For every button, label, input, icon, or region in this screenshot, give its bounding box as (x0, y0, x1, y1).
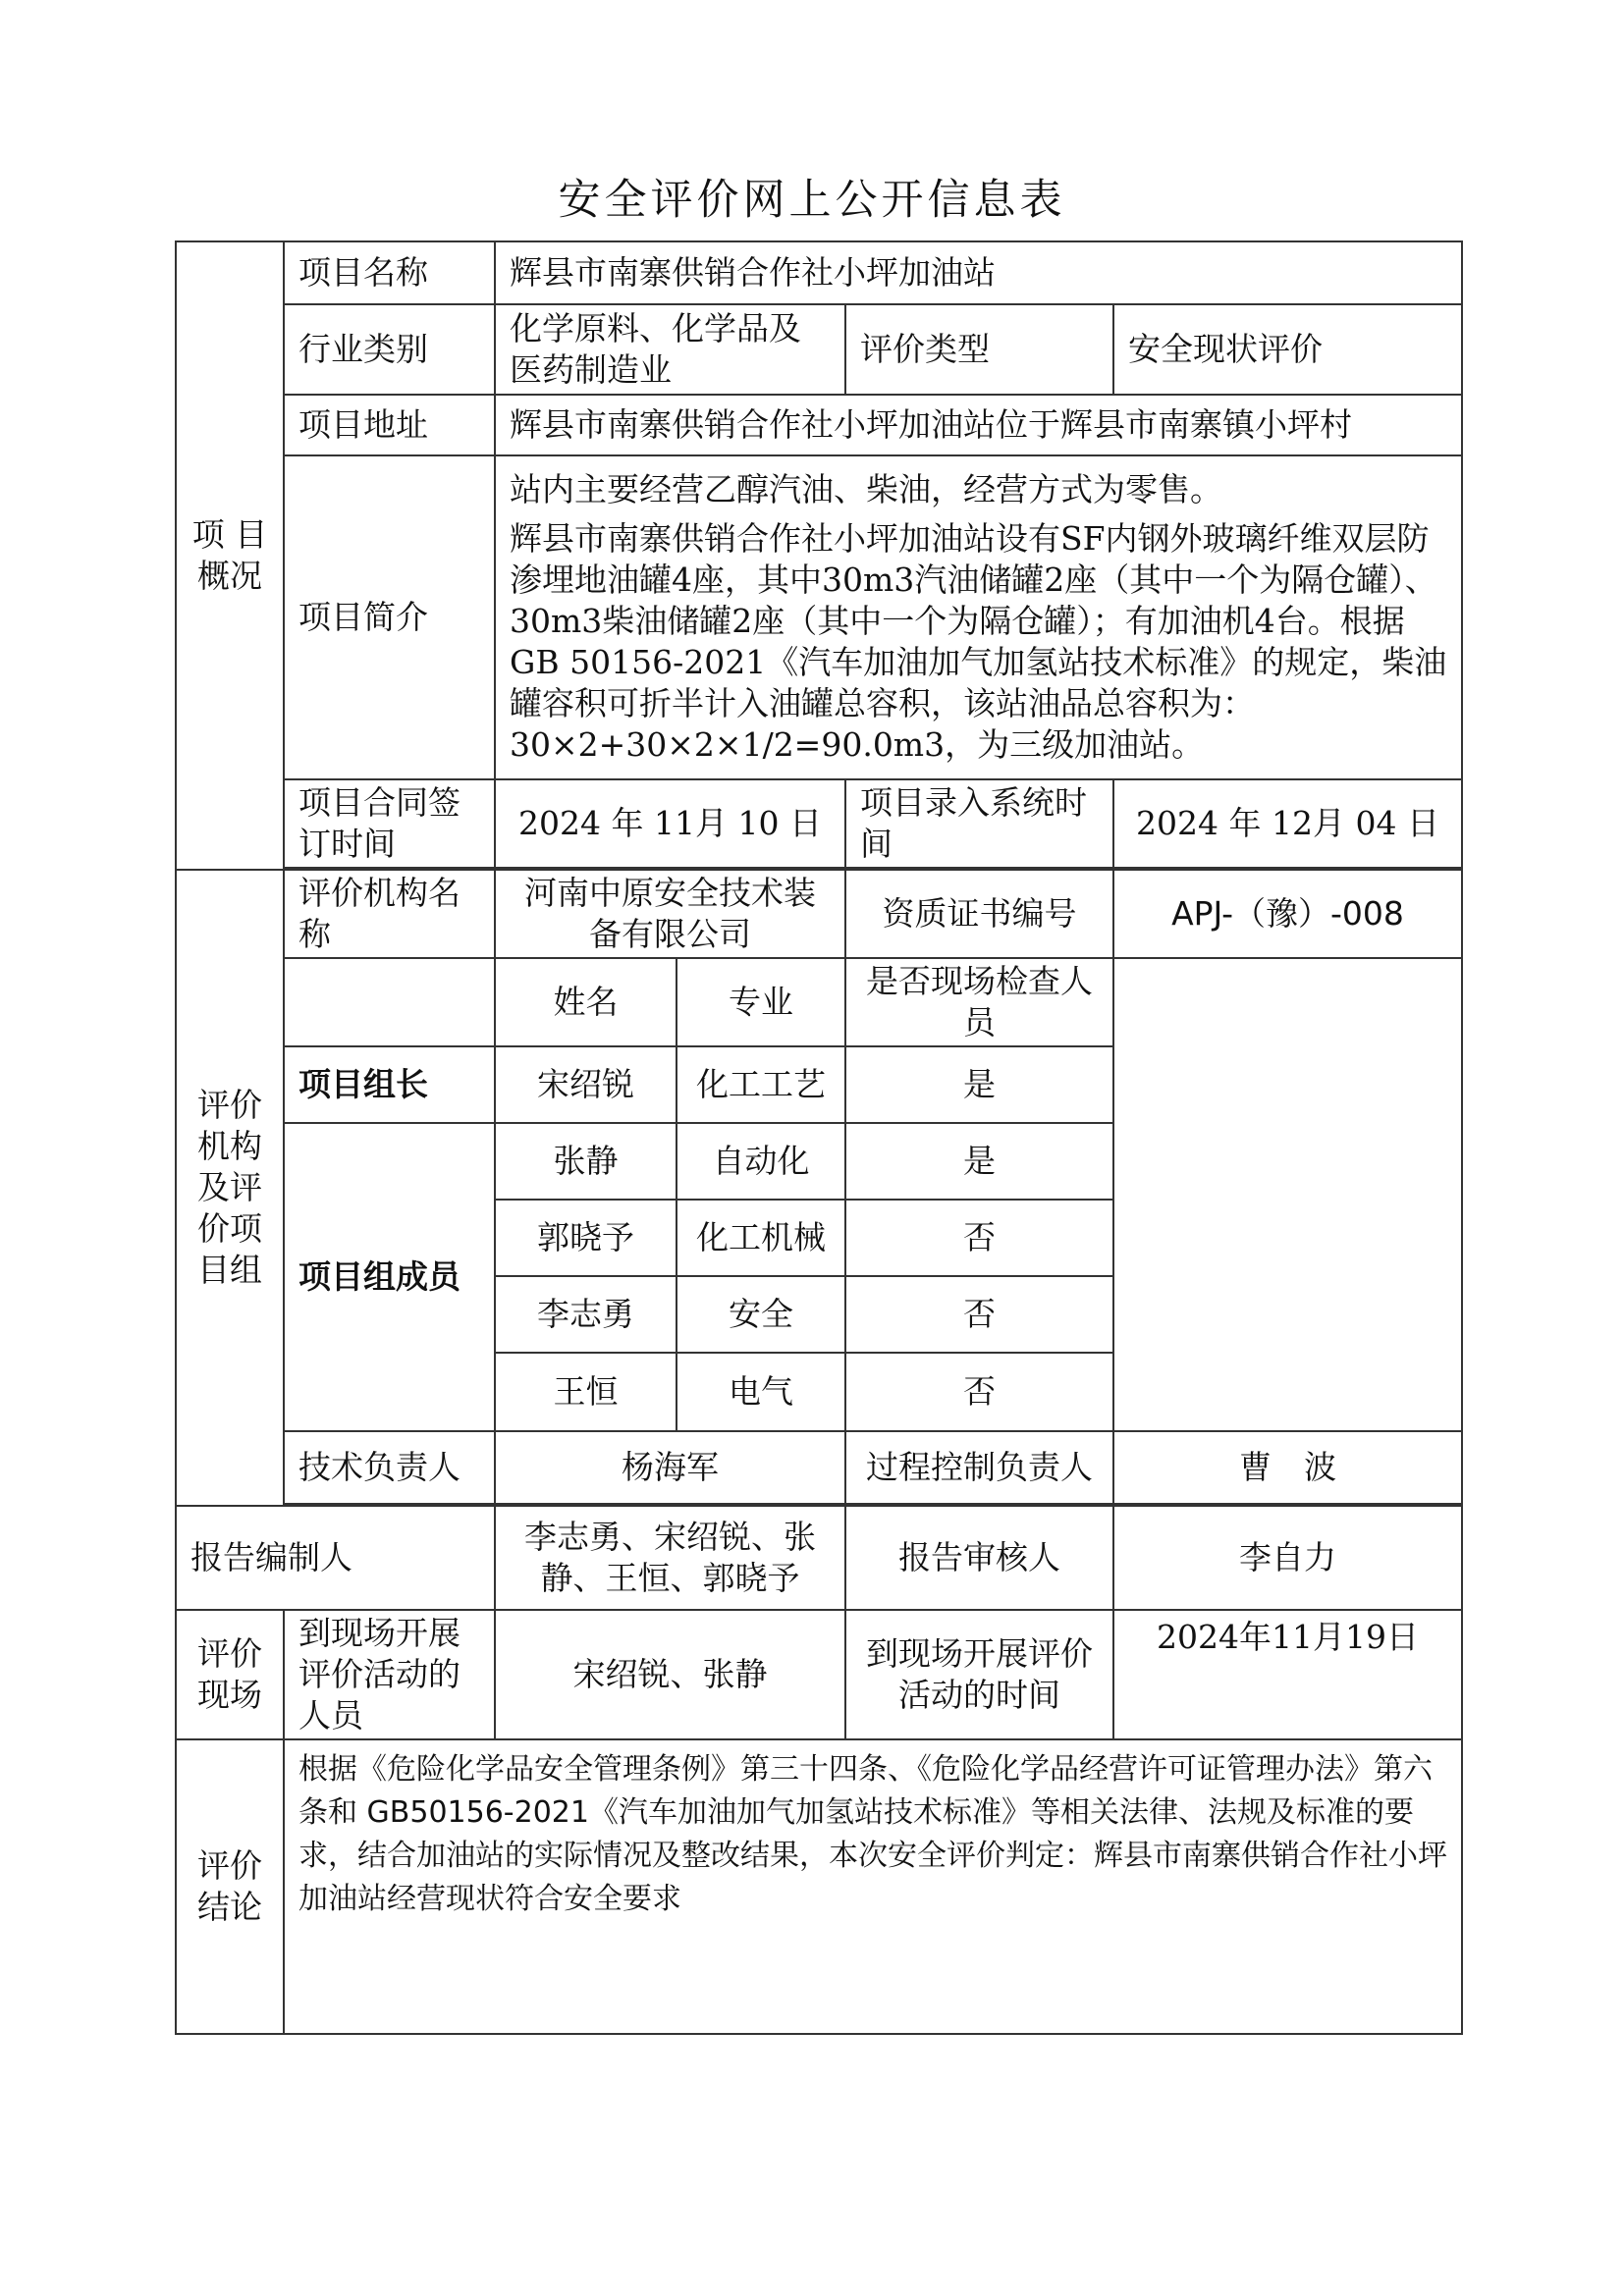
leader-onsite: 是 (845, 1046, 1113, 1123)
site-people-label: 到现场开展评价活动的人员 (284, 1610, 495, 1739)
leader-name: 宋绍锐 (495, 1046, 677, 1123)
intro-label: 项目简介 (284, 455, 495, 779)
member-major: 电气 (677, 1353, 845, 1431)
address-value: 辉县市南寨供销合作社小坪加油站位于辉县市南寨镇小坪村 (495, 395, 1462, 455)
intro-paragraph-1: 站内主要经营乙醇汽油、柴油，经营方式为零售。 (510, 470, 1222, 508)
section-site-label: 评价 现场 (176, 1610, 284, 1739)
section-agency-label: 评价 机构 及评 价项 目组 (176, 870, 284, 1506)
conclusion-text: 根据《危险化学品安全管理条例》第三十四条、《危险化学品经营许可证管理办法》第六条和 GB50156-2021《汽车加油加气加氢站技术标准》等相关法律、法规及标准的要求，结合加油站的实际情况及整改结果，本次安全评价判定：辉县市南寨供销合作社小坪加油站经营现状符合安全要求 (284, 1739, 1462, 2034)
cert-number-label: 资质证书编号 (845, 870, 1113, 958)
row-leads (176, 1431, 1462, 1504)
site-time-value: 2024年11月19日 (1113, 1610, 1462, 1739)
row-address (176, 395, 1462, 455)
leader-label: 项目组长 (284, 1046, 495, 1123)
contract-date-value: 2024 年 11月 10 日 (495, 779, 845, 868)
member-onsite: 否 (845, 1200, 1113, 1276)
eval-type-value: 安全现状评价 (1113, 304, 1462, 395)
row-contract (176, 779, 1462, 868)
row-report (176, 1506, 1462, 1610)
row-site (176, 1610, 1462, 1739)
entry-date-label: 项目录入系统时间 (845, 779, 1113, 868)
row-industry (176, 304, 1462, 395)
agency-name-label: 评价机构名称 (284, 870, 495, 958)
contract-date-label: 项目合同签订时间 (284, 779, 495, 868)
cert-number-value: APJ-（豫）-008 (1113, 870, 1462, 958)
process-lead-label: 过程控制负责人 (845, 1431, 1113, 1504)
intro-value (495, 455, 1462, 779)
row-intro (176, 455, 1462, 779)
row-team-header (176, 958, 1462, 1046)
project-name-label: 项目名称 (284, 241, 495, 304)
report-reviewer-value: 李自力 (1113, 1506, 1462, 1610)
address-label: 项目地址 (284, 395, 495, 455)
member-onsite: 否 (845, 1353, 1113, 1431)
member-major: 自动化 (677, 1123, 845, 1200)
report-author-value: 李志勇、宋绍锐、张静、王恒、郭晓予 (495, 1506, 845, 1610)
header-onsite: 是否现场检查人员 (845, 958, 1113, 1046)
member-onsite: 否 (845, 1276, 1113, 1353)
industry-value: 化学原料、化学品及医药制造业 (495, 304, 845, 395)
header-name: 姓名 (495, 958, 677, 1046)
member-major: 化工机械 (677, 1200, 845, 1276)
agency-name-value: 河南中原安全技术装备有限公司 (495, 870, 845, 958)
team-blank-area (1113, 958, 1462, 1431)
tech-lead-value: 杨海军 (495, 1431, 845, 1504)
members-label: 项目组成员 (284, 1123, 495, 1431)
tech-lead-label: 技术负责人 (284, 1431, 495, 1504)
section-conclusion-label: 评价 结论 (176, 1739, 284, 2034)
member-major: 安全 (677, 1276, 845, 1353)
project-name-value: 辉县市南寨供销合作社小坪加油站 (495, 241, 1462, 304)
process-lead-value: 曹 波 (1113, 1431, 1462, 1504)
row-agency (176, 870, 1462, 958)
member-name: 李志勇 (495, 1276, 677, 1353)
site-people-value: 宋绍锐、张静 (495, 1610, 845, 1739)
page-title: 安全评价网上公开信息表 (558, 176, 1066, 225)
member-onsite: 是 (845, 1123, 1113, 1200)
eval-type-label: 评价类型 (845, 304, 1113, 395)
row-project-name (176, 241, 1462, 304)
team-header-blank (284, 958, 495, 1046)
report-author-label: 报告编制人 (176, 1506, 495, 1610)
section-overview-label: 项 目 概况 (176, 241, 284, 870)
row-conclusion (176, 1739, 1462, 2034)
report-reviewer-label: 报告审核人 (845, 1506, 1113, 1610)
leader-major: 化工工艺 (677, 1046, 845, 1123)
info-table (175, 240, 1463, 2035)
header-major: 专业 (677, 958, 845, 1046)
member-name: 郭晓予 (495, 1200, 677, 1276)
site-time-label: 到现场开展评价活动的时间 (845, 1610, 1113, 1739)
industry-label: 行业类别 (284, 304, 495, 395)
entry-date-value: 2024 年 12月 04 日 (1113, 779, 1462, 868)
member-name: 张静 (495, 1123, 677, 1200)
member-name: 王恒 (495, 1353, 677, 1431)
intro-paragraph-2: 辉县市南寨供销合作社小坪加油站设有SF内钢外玻璃纤维双层防渗埋地油罐4座，其中30m3汽油储罐2座（其中一个为隔仓罐）、30m3柴油储罐2座（其中一个为隔仓罐）；有加油机4台。根据GB 50156-2021《汽车加油加气加氢站技术标准》的规定，柴油罐容积可折半计入油罐总容积，该站油品总容积为：30×2+30×2×1/2=90.0m3，为三级加油站。 (510, 519, 1447, 764)
